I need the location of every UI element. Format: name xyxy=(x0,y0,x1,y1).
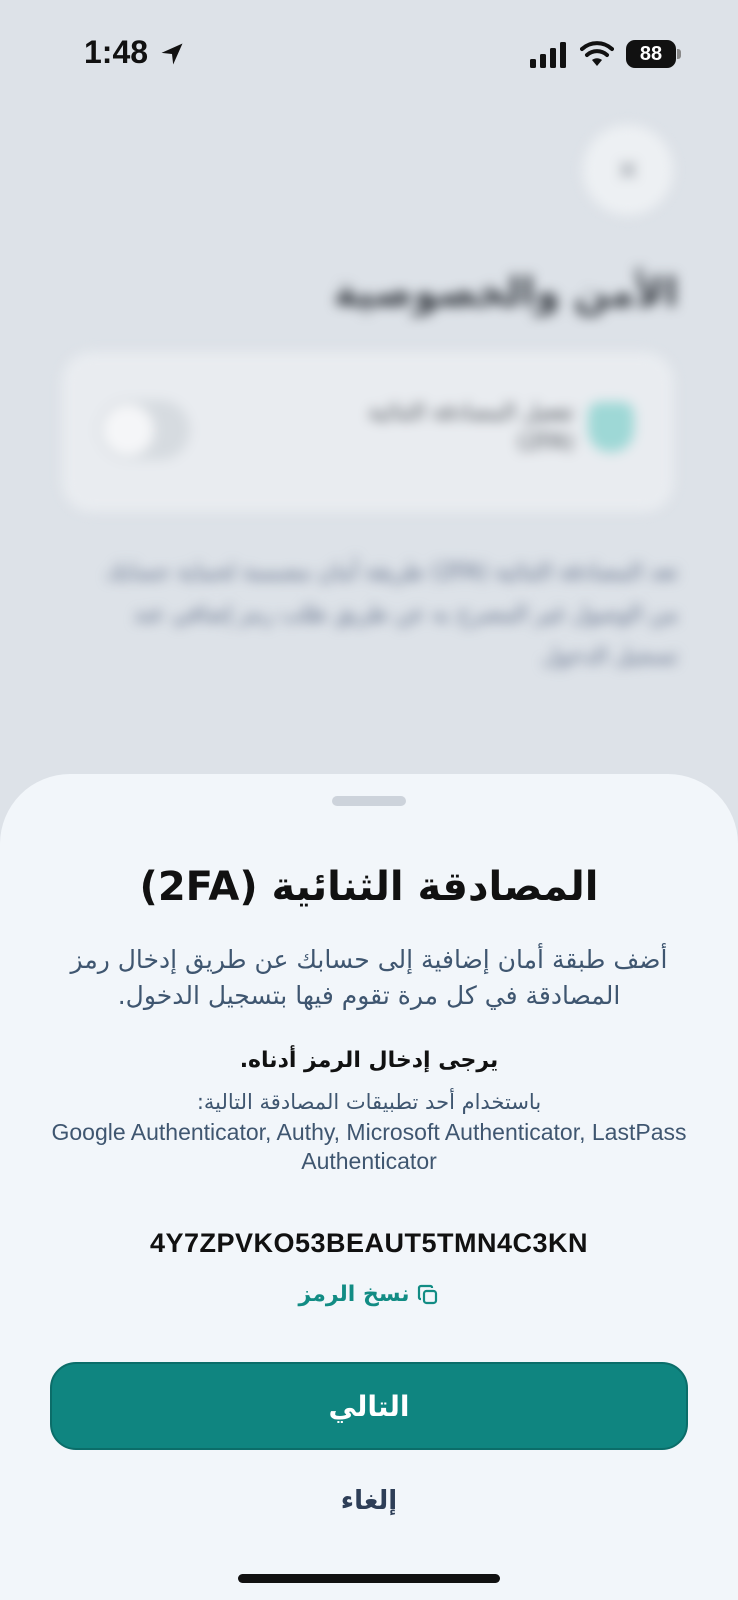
background-2fa-card xyxy=(62,352,674,512)
authenticator-apps-label: باستخدام أحد تطبيقات المصادقة التالية: xyxy=(196,1090,542,1114)
two-factor-bottom-sheet xyxy=(0,774,738,1600)
copy-icon xyxy=(417,1284,439,1306)
cellular-signal-icon xyxy=(530,42,568,68)
next-button[interactable]: التالي xyxy=(50,1362,688,1450)
sheet-description: أضف طبقة أمان إضافية إلى حسابك عن طريق إدخال رمز المصادقة في كل مرة تقوم فيها بتسجيل الدخول. xyxy=(70,945,668,1010)
wifi-icon xyxy=(580,40,614,68)
authenticator-apps-list: Google Authenticator, Authy, Microsoft Authenticator, LastPass Authenticator xyxy=(51,1119,687,1174)
battery-tip xyxy=(677,49,681,59)
background-close-button: ✕ xyxy=(584,126,672,214)
status-time: 1:48 xyxy=(84,34,149,70)
sheet-grabber[interactable] xyxy=(332,796,406,806)
copy-code-button[interactable] xyxy=(0,1282,738,1307)
cancel-button[interactable]: إلغاء xyxy=(340,1486,398,1516)
copy-code-label: نسخ الرمز xyxy=(298,1282,410,1307)
background-2fa-toggle xyxy=(98,400,190,460)
background-title: الأمن والخصوصية xyxy=(333,270,678,316)
battery-indicator: 88 xyxy=(626,40,676,68)
background-description: تعد المصادقة الثنائية (2FA) طريقة أمان مصممة لحماية حسابك من الوصول غير المصرح به عن طريق طلب رمز إضافي عند تسجيل الدخول xyxy=(105,560,678,669)
home-indicator xyxy=(238,1574,500,1583)
toggle-knob xyxy=(102,404,154,456)
shield-icon xyxy=(588,402,634,452)
sheet-title: المصادقة الثنائية (2FA) xyxy=(139,864,599,910)
background-card-label: تفعيل المصادقة الثنائية (2FA) xyxy=(368,400,574,455)
code-prompt: يرجى إدخال الرمز أدناه. xyxy=(239,1048,499,1073)
status-bar xyxy=(0,0,738,110)
location-arrow-icon xyxy=(158,40,186,68)
secret-code: 4Y7ZPVKO53BEAUT5TMN4C3KN xyxy=(149,1228,589,1258)
